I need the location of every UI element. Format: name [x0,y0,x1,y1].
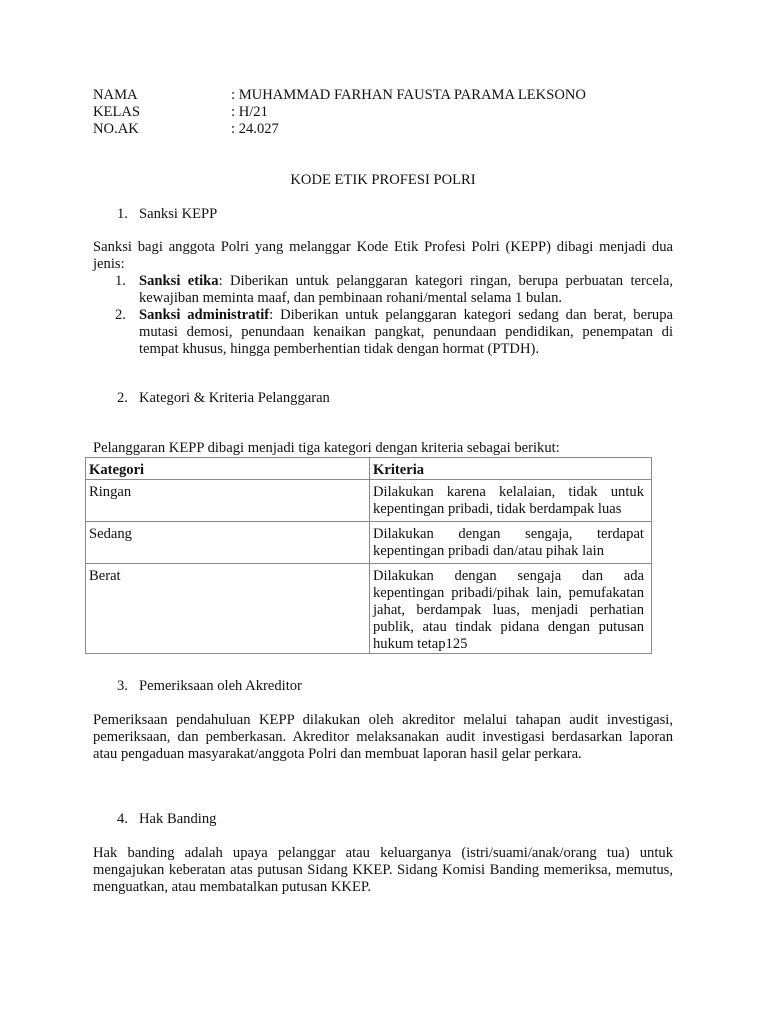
section2-intro: Pelanggaran KEPP dibagi menjadi tiga kategori dengan kriteria sebagai berikut: [93,440,560,456]
section-title: Sanksi KEPP [139,206,218,222]
list-item [93,273,673,307]
table-cell-kategori: Berat [86,564,370,654]
document-title: KODE ETIK PROFESI POLRI [290,172,476,188]
header-value: : 24.027 [231,121,279,137]
section-number: 1. [117,206,128,222]
table-cell-kategori: Ringan [86,480,370,522]
list-text: : Diberikan untuk pelanggaran kategori sedang dan berat, berupa mutasi demosi, penundaan kenaikan pangkat, penundaan pendidikan, penempatan di tempat khusus, hingga pemberhentian tidak dengan hormat (PTDH). [139,307,673,357]
list-item [93,307,673,358]
column-header-kategori: Kategori [86,458,370,480]
identity-header [93,87,673,138]
section-number: 4. [117,811,128,827]
table-row [86,522,652,564]
table-cell-kriteria: Dilakukan dengan sengaja, terdapat kepentingan pribadi dan/atau pihak lain [370,522,652,564]
table-row [86,564,652,654]
section4-text: Hak banding adalah upaya pelanggar atau keluarganya (istri/suami/anak/orang tua) untuk mengajukan keberatan atas putusan Sidang KKEP. Sidang Komisi Banding memeriksa, memutus, menguatkan, atau membatalkan putusan KKEP. [93,845,673,895]
header-value: : H/21 [231,104,268,120]
list-marker: 1. [115,273,126,289]
sanksi-list [93,273,673,358]
table-header-row [86,458,652,480]
list-term: Sanksi etika [139,273,219,289]
section-number: 3. [117,678,128,694]
header-label: NO.AK [93,121,139,137]
header-label: NAMA [93,87,138,103]
section-title: Hak Banding [139,811,217,827]
list-marker: 2. [115,307,126,323]
section-heading-hak-banding [117,811,216,828]
section-heading-kategori [117,390,330,407]
section-number: 2. [117,390,128,406]
section-title: Kategori & Kriteria Pelanggaran [139,390,330,406]
section3-text: Pemeriksaan pendahuluan KEPP dilakukan oleh akreditor melalui tahapan audit investigasi, pemeriksaan, dan pemberkasan. Akreditor melaksanakan audit investigasi berdasarkan laporan atau pengaduan masyarakat/anggota Polri dan membuat laporan hasil gelar perkara. [93,712,673,762]
header-row-noak [93,121,673,138]
column-header-kriteria: Kriteria [370,458,652,480]
section-title: Pemeriksaan oleh Akreditor [139,678,302,694]
header-value: : MUHAMMAD FARHAN FAUSTA PARAMA LEKSONO [231,87,586,103]
section-heading-sanksi [117,206,217,223]
table-cell-kategori: Sedang [86,522,370,564]
header-label: KELAS [93,104,141,120]
kategori-table [85,457,652,654]
header-row-kelas [93,104,673,121]
list-term: Sanksi administratif [139,307,270,323]
section-heading-pemeriksaan [117,678,302,695]
table-row [86,480,652,522]
table-cell-kriteria: Dilakukan karena kelalaian, tidak untuk kepentingan pribadi, tidak berdampak luas [370,480,652,522]
section1-intro: Sanksi bagi anggota Polri yang melanggar Kode Etik Profesi Polri (KEPP) dibagi menjadi dua jenis: [93,239,673,272]
section1-body [93,239,673,358]
header-row-nama [93,87,673,104]
table-cell-kriteria: Dilakukan dengan sengaja dan ada kepentingan pribadi/pihak lain, pemufakatan jahat, berdampak luas, menjadi perhatian publik, atau tindak pidana dengan putusan hukum tetap125 [370,564,652,654]
list-text: : Diberikan untuk pelanggaran kategori ringan, berupa perbuatan tercela, kewajiban meminta maaf, dan pembinaan rohani/mental selama 1 bulan. [139,273,673,306]
